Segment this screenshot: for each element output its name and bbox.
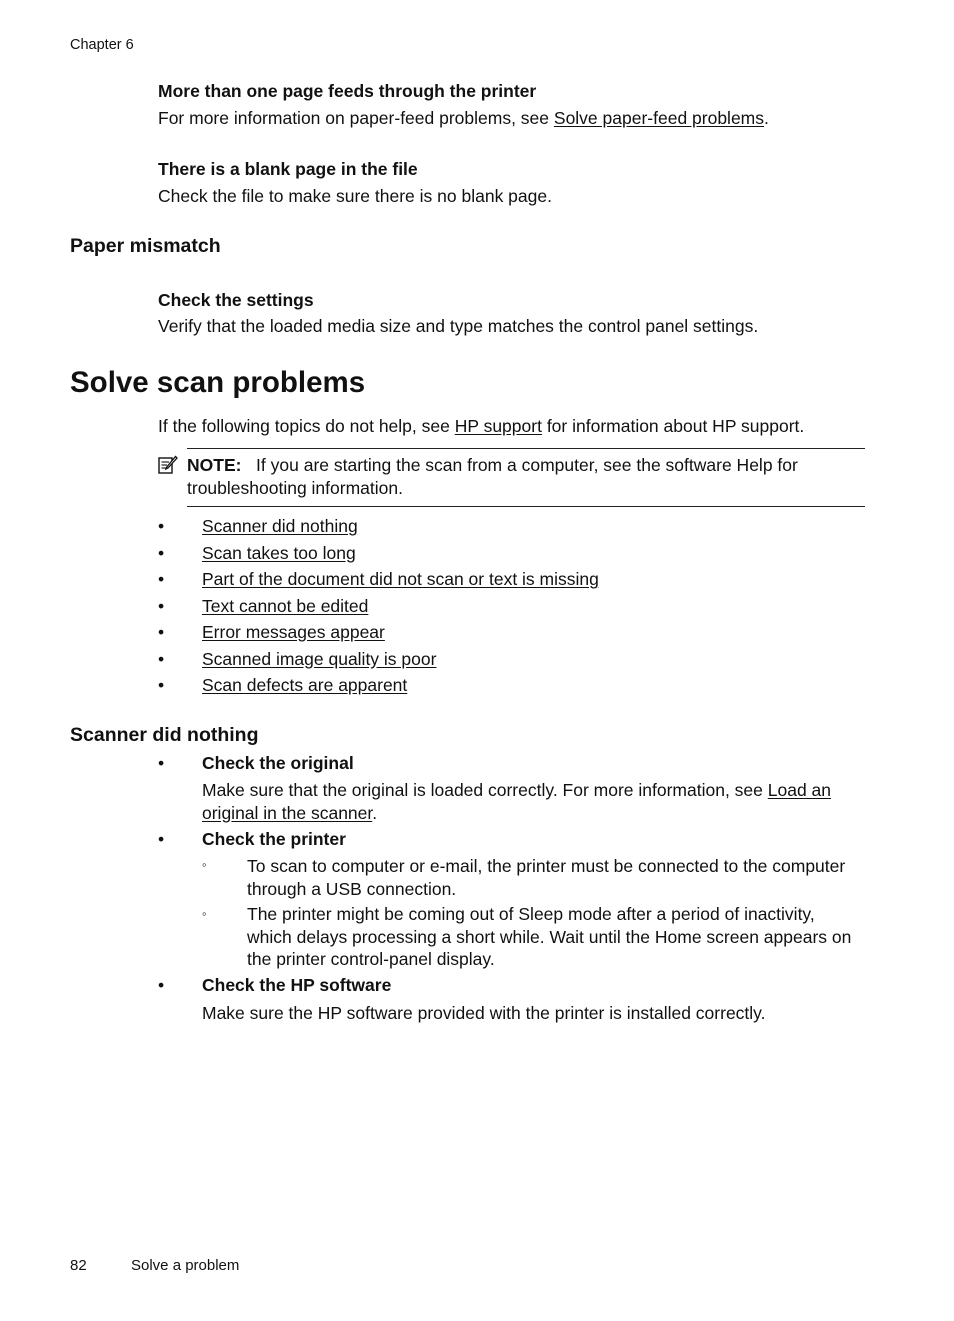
load-original-link[interactable]: Load an original in the scanner — [202, 780, 832, 823]
check-settings-text: Verify that the loaded media size and type matches the control panel settings. — [158, 316, 759, 336]
check-original-text — [202, 779, 867, 824]
blank-page-text: Check the file to make sure there is no blank page. — [158, 186, 552, 206]
topic-link-text-cannot-be-edited[interactable]: Text cannot be edited — [202, 595, 369, 616]
note-body: If you are starting the scan from a computer, see the software Help for troubleshooting information. — [187, 455, 798, 498]
bullet: • — [158, 516, 165, 536]
solve-scan-title: Solve scan problems — [70, 366, 366, 399]
bullet: • — [158, 622, 165, 642]
sub-bullet: ◦ — [202, 857, 207, 872]
note-text — [187, 454, 852, 499]
topic-link-scan-takes-too-long[interactable]: Scan takes too long — [202, 542, 356, 563]
footer-section: Solve a problem — [131, 1257, 240, 1274]
bullet: • — [158, 569, 165, 589]
paper-mismatch-title: Paper mismatch — [70, 235, 221, 257]
topic-link-scanner-did-nothing[interactable]: Scanner did nothing — [202, 516, 358, 536]
note-label: NOTE: — [187, 455, 242, 475]
bullet: • — [158, 829, 165, 849]
check-software-text: Make sure the HP software provided with the printer is installed correctly. — [202, 1003, 766, 1023]
running-head: Chapter 6 — [70, 37, 134, 53]
blank-page-heading: There is a blank page in the file — [158, 159, 418, 179]
topic-link-scan-defects[interactable]: Scan defects are apparent — [202, 675, 408, 695]
check-original-text-after: . — [372, 802, 378, 823]
bullet: • — [158, 542, 165, 563]
topic-link-error-messages[interactable]: Error messages appear — [202, 622, 385, 642]
bullet: • — [158, 975, 165, 995]
bullet: • — [158, 595, 165, 616]
sub-bullet: ◦ — [202, 906, 207, 921]
check-settings-heading: Check the settings — [158, 290, 314, 310]
check-printer-heading: Check the printer — [202, 829, 346, 849]
note-icon — [158, 455, 178, 475]
hp-support-link[interactable]: HP support — [454, 416, 542, 436]
more-pages-text-after: . — [764, 108, 769, 128]
note-gap — [241, 455, 256, 475]
topic-link-part-not-scanned[interactable]: Part of the document did not scan or text is missing — [202, 569, 599, 589]
more-pages-text-before: For more information on paper-feed problems, see — [158, 108, 554, 128]
check-original-text-before: Make sure that the original is loaded correctly. For more information, see — [202, 780, 768, 800]
check-printer-item-sleep: The printer might be coming out of Sleep mode after a period of inactivity, which delays processing a short while. Wait until the Home screen appears on the printer control-panel display. — [247, 904, 852, 969]
solve-paper-feed-link[interactable]: Solve paper-feed problems — [553, 108, 765, 128]
check-printer-item-usb: To scan to computer or e-mail, the printer must be connected to the computer through a USB connection. — [247, 856, 846, 899]
solve-scan-intro — [158, 415, 804, 437]
more-pages-text — [158, 107, 769, 129]
more-pages-heading: More than one page feeds through the printer — [158, 81, 537, 101]
topic-link-image-quality-poor[interactable]: Scanned image quality is poor — [202, 648, 437, 669]
bullet: • — [158, 675, 165, 695]
bullet: • — [158, 648, 165, 669]
bullet: • — [158, 753, 165, 773]
scanner-did-nothing-title: Scanner did nothing — [70, 724, 259, 746]
intro-text-after: for information about HP support. — [541, 416, 805, 436]
page-number: 82 — [70, 1257, 87, 1274]
check-original-heading: Check the original — [202, 753, 354, 773]
intro-text-before: If the following topics do not help, see — [158, 416, 455, 436]
check-software-heading: Check the HP software — [202, 975, 392, 995]
